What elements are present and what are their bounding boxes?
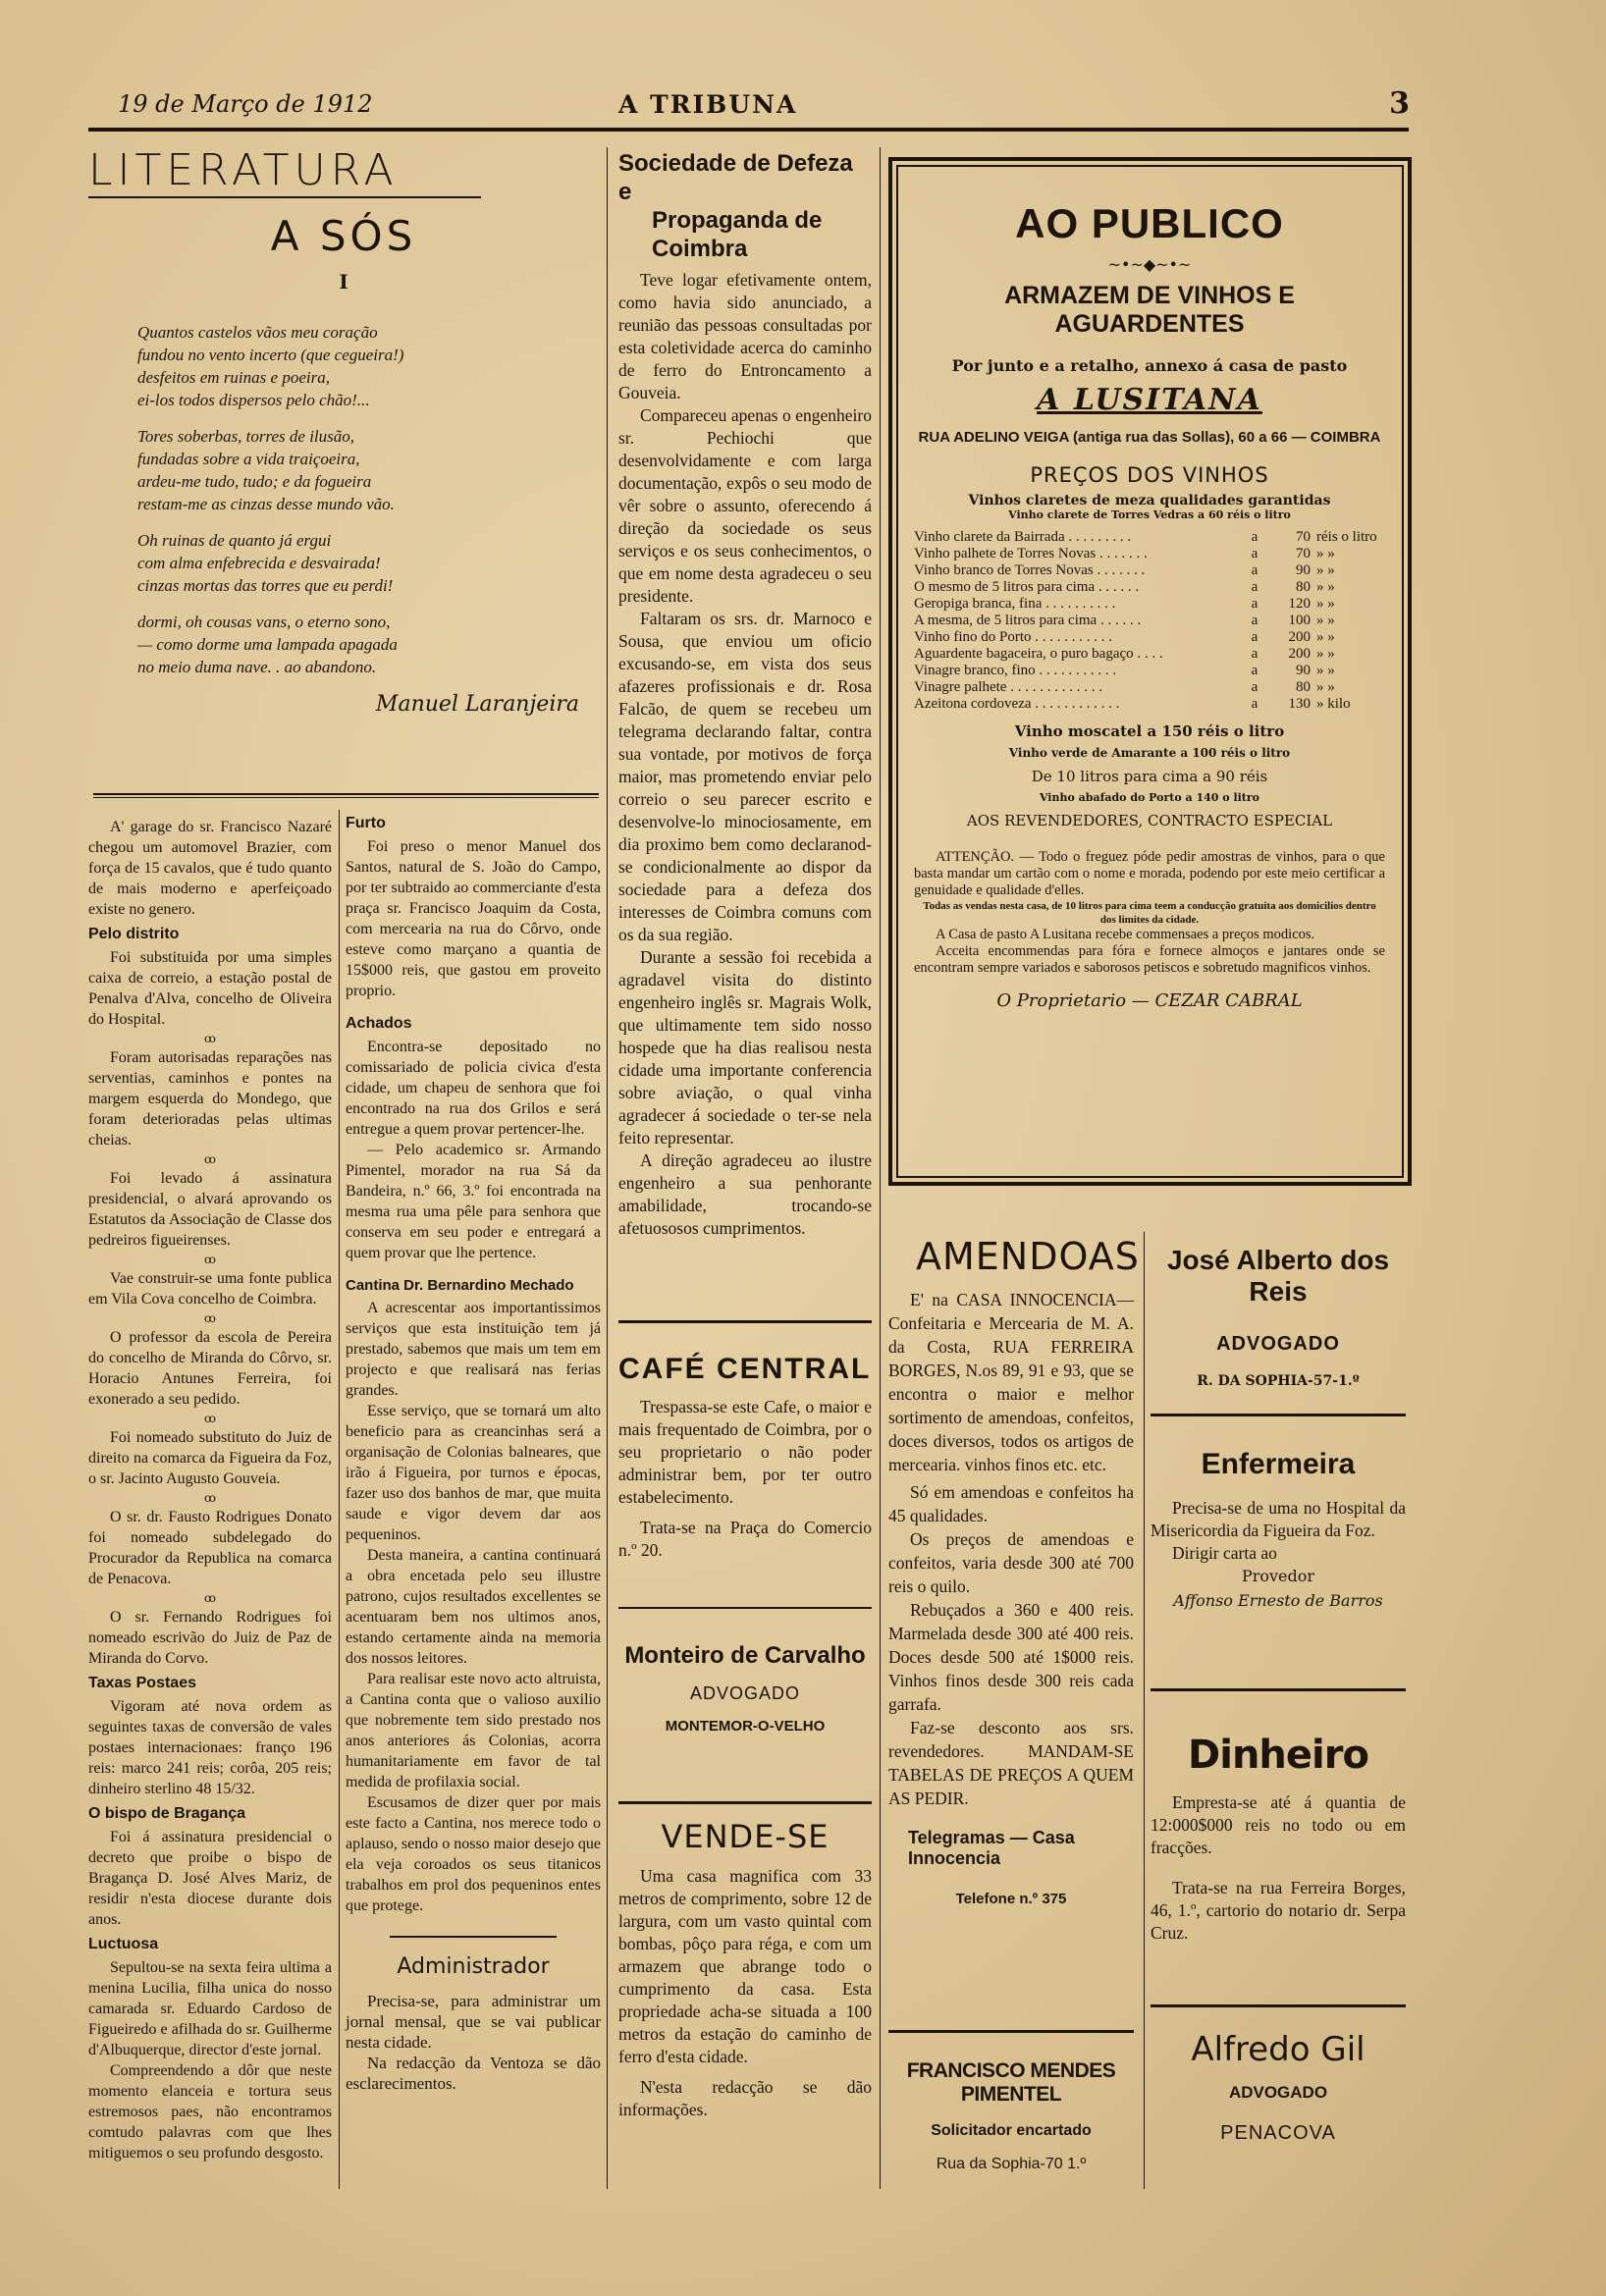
price-item: Aguardente bagaceira, o puro bagaço . . . .: [914, 646, 1163, 662]
ad-phone: Telefone n.º 375: [955, 1891, 1067, 1907]
verse-line: — como dorme uma lampada apagada: [137, 635, 398, 654]
price-unit: » »: [1316, 613, 1335, 628]
ornament: ꝏ: [204, 1591, 216, 1605]
price-row: [914, 579, 1385, 596]
ad-line: Por junto e a retalho, annexo á casa de pasto: [951, 356, 1348, 375]
gil-ad: [1151, 2030, 1406, 2145]
price-at: a: [1251, 696, 1258, 712]
price-row: [914, 646, 1385, 663]
ornament: ꝏ: [204, 1412, 216, 1425]
price-item: Vinagre palhete . . . . . . . . . . . . .: [914, 679, 1102, 695]
article-paragraph: O professor da escola de Pereira do concelho de Miranda do Côrvo, sr. Horacio Antunes Ferreira, foi exonerado a seu pedido.: [88, 1329, 332, 1408]
price-unit: » »: [1316, 679, 1335, 695]
article-paragraph: O sr. dr. Fausto Rodrigues Donato foi nomeado subdelegado do Procurador da Republica na comarca de Penacova.: [88, 1509, 332, 1587]
header-rule: [88, 128, 1409, 132]
issue-date: 19 de Março de 1912: [118, 90, 373, 118]
ad-line: Provedor: [1241, 1567, 1315, 1585]
price-row: [914, 679, 1385, 696]
price-row: [914, 663, 1385, 679]
article-heading: Pelo distrito: [88, 926, 180, 942]
price-unit: » »: [1316, 579, 1335, 595]
article-paragraph: Durante a sessão foi recebida a agradavel visita do distinto engenheiro inglês sr. Magrais Wolk, que ultimamente tem sido nosso hospede que ha dias realisou nesta cidade uma importante conferencia sobre aviação, o qual vinha agradecer á sociedade o ter-se nela feito representar.: [618, 947, 872, 1148]
verse-line: Tores soberbas, torres de ilusão,: [137, 427, 355, 446]
section-rule: [888, 2030, 1134, 2033]
ad-paragraph: Dirigir carta ao: [1172, 1543, 1277, 1563]
price-row: [914, 562, 1385, 579]
article-paragraph: Foi á assinatura presidencial o decreto que proibe o bispo de Bragança D. José Alves Mariz, de residir n'esta diocese durante dois anos.: [88, 1829, 332, 1928]
article-paragraph: Precisa-se, para administrar um jornal mensal, que se vai publicar nesta cidade.: [346, 1992, 601, 2052]
section-rule: [93, 793, 599, 795]
ad-line: AOS REVENDEDORES, CONTRACTO ESPECIAL: [966, 812, 1333, 829]
article-paragraph: Desta maneira, a cantina continuará a obra encetada pelo seu illustre patrono, cujos resultados excellentes se acentuaram bem nos ultimos anos, estando certamente ainda na memoria dos nossos leitores.: [346, 1547, 601, 1667]
ad-line: De 10 litros para cima a 90 réis: [1031, 768, 1268, 785]
ornament: ꝏ: [204, 1311, 216, 1325]
price-unit: » kilo: [1316, 696, 1351, 712]
poem-body: [137, 321, 599, 678]
ad-paragraph: Uma casa magnifica com 33 metros de comprimento, sobre 12 de largura, com um vasto quintal com bombas, pôço para réga, e com um armazem que abrange todo o cumprimento da casa. Esta propriedade acha-se situada a 100 metros da estação do caminho de ferro d'esta cidade.: [618, 1866, 872, 2066]
heading-line: Sociedade de Defeza e: [618, 150, 853, 205]
column-rule: [1144, 1232, 1145, 2189]
price-unit: » »: [1316, 629, 1335, 645]
price-row: [914, 629, 1385, 646]
ornament: ꝏ: [204, 1032, 216, 1045]
article-heading: Cantina Dr. Bernardino Mechado: [346, 1277, 574, 1294]
price-at: a: [1251, 546, 1258, 561]
ad-address: R. DA SOPHIA-57-1.º: [1197, 1373, 1360, 1389]
verse-line: desfeitos em ruinas e poeira,: [137, 368, 330, 387]
ad-heading: Enfermeira: [1201, 1448, 1356, 1480]
divider-ornament: [346, 1926, 601, 1945]
article-heading: Luctuosa: [88, 1936, 159, 1952]
article-paragraph: A direção agradeceu ao ilustre engenheiro a sua penhorante amabilidade, trocando-se afetuososos cumprimentos.: [618, 1150, 872, 1238]
verse-line: cinzas mortas das torres que eu perdi!: [137, 576, 394, 595]
poem-author: Manuel Laranjeira: [375, 692, 579, 717]
ad-paragraph: Os preços de amendoas e confeitos, varia desde 300 até 700 reis o quilo.: [888, 1529, 1134, 1596]
section-rule: [618, 1607, 872, 1609]
price-value: 200: [1288, 629, 1311, 645]
ad-paragraph: Empresta-se até á quantia de 12:000$000 reis no todo ou em fracções.: [1151, 1792, 1406, 1857]
price-at: a: [1251, 629, 1258, 645]
dinheiro-ad: [1151, 1733, 1406, 1945]
article-paragraph: Compareceu apenas o engenheiro sr. Pechiochi que desenvolvidamente e com larga documentação, expôs o seu modo de vêr sobre o assunto, oferecendo á direção da sociedade os seus serviços e os seus conhecimentos, o que em nome desta agradeceu o seu presidente.: [618, 405, 872, 606]
article-paragraph: Escusamos de dizer quer por mais este facto a Cantina, nos merece todo o aplauso, sendo o nosso maior desejo que ela veja coroados os seus titanicos trabalhos em prol dos pequeninos entes que protege.: [346, 1794, 601, 1914]
price-value: 70: [1296, 529, 1311, 545]
price-row: [914, 696, 1385, 713]
ad-line: Vinho verde de Amarante a 100 réis o litro: [1008, 746, 1291, 760]
section-rule: [1151, 1688, 1406, 1691]
ad-address: Rua da Sophia-70 1.º: [936, 2156, 1087, 2172]
ad-paragraph: Faz-se desconto aos srs. revendedores. MANDAM-SE TABELAS DE PREÇOS A QUEM AS PEDIR.: [888, 1718, 1134, 1808]
column-2: [346, 815, 601, 2094]
price-value: 130: [1288, 696, 1311, 712]
article-heading: Achados: [346, 1015, 412, 1032]
ad-paragraph: Precisa-se de uma no Hospital da Misericordia da Figueira da Foz.: [1151, 1498, 1406, 1540]
pimentel-ad: [888, 2059, 1134, 2173]
price-unit: » »: [1316, 646, 1335, 662]
price-item: Geropiga branca, fina . . . . . . . . . .: [914, 596, 1116, 612]
price-value: 90: [1296, 562, 1311, 578]
ad-owner: O Proprietario — CEZAR CABRAL: [996, 990, 1303, 1011]
ad-place: MONTEMOR-O-VELHO: [665, 1718, 826, 1735]
article-paragraph: — Pelo academico sr. Armando Pimentel, morador na rua Sá da Bandeira, n.º 66, 3.º foi encontrada na mesma rua uma pêle para senhora que conserva em seu poder e entregará a quem provar que lhe pertence.: [346, 1142, 601, 1261]
verse-line: ardeu-me tudo, tudo; e da fogueira: [137, 472, 372, 491]
ad-paragraph: ATTENÇÃO. — Todo o freguez póde pedir amostras de vinhos, para o que basta mandar um cartão com o nome e morada, podendo por este meio certificar a genuidade e qualidade d'elles.: [914, 849, 1385, 898]
article-paragraph: Faltaram os srs. dr. Marnoco e Sousa, que enviou um oficio excusando-se, em vista dos seus afazeres profissionais e dr. Rosa Falcão, de quem se recebeu um telegrama declarando faltar, contra sua vontade, por motivos de força maior, mas prometendo enviar pelo correio o seu parecer escrito e desenvolve-lo minociosamente, em dia proximo bem como declaranod-se condicionalmente ao dispor da sociedade para a defeza dos interesses de Coimbra comuns com os da sua região.: [618, 609, 872, 944]
prices-title: PREÇOS DOS VINHOS: [1030, 463, 1269, 487]
ad-paragraph: N'esta redacção se dão informações.: [618, 2077, 872, 2119]
article-heading: O bispo de Bragança: [88, 1805, 246, 1822]
stanza: [137, 425, 599, 515]
ad-paragraph: Todas as vendas nesta casa, de 10 litros para cima teem a conducção gratuita aos domicilios dentro dos limites da cidade.: [923, 900, 1376, 926]
ad-content: [914, 200, 1385, 1011]
price-at: a: [1251, 646, 1258, 662]
article-paragraph: Na redacção da Ventoza se dão esclarecimentos.: [346, 2054, 601, 2093]
price-value: 200: [1288, 646, 1311, 662]
ornament: ꝏ: [204, 1253, 216, 1266]
poem-part: I: [339, 270, 348, 294]
article-paragraph: A acrescentar aos importantissimos serviços que esta instituição tem já prestado, sabemos que mais um tem em projecto e que realisará nas ferias grandes.: [346, 1300, 601, 1399]
verse-line: Quantos castelos vãos meu coração: [137, 323, 378, 342]
article-heading: Taxas Postaes: [88, 1675, 196, 1691]
ad-paragraph: Trata-se na Praça do Comercio n.º 20.: [618, 1518, 872, 1560]
ornament: ꝏ: [204, 1491, 216, 1505]
price-at: a: [1251, 613, 1258, 628]
poem-title: A SÓS: [270, 212, 417, 260]
ad-role: ADVOGADO: [1228, 2083, 1328, 2102]
ao-publico-ad: [888, 157, 1412, 1186]
column-rule: [607, 147, 608, 2189]
ad-role: Solicitador encartado: [931, 2122, 1092, 2139]
ad-heading: Alfredo Gil: [1191, 2030, 1365, 2069]
price-item: Vinho branco de Torres Novas . . . . . . .: [914, 562, 1146, 578]
stanza: [137, 529, 599, 597]
article-paragraph: Teve logar efetivamente ontem, como havia sido anunciado, a reunião das pessoas consultadas por esta coletividade acerca do caminho de ferro do Entroncamento a Gouveia.: [618, 270, 872, 402]
reis-ad: [1151, 1245, 1406, 1389]
price-unit: réis o litro: [1316, 529, 1377, 545]
ad-line: Vinho abafado do Porto a 140 o litro: [1039, 791, 1260, 804]
article-paragraph: Foi levado á assinatura presidencial, o alvará aprovando os Estatutos da Associação de Classe dos pedreiros figueirenses.: [88, 1170, 332, 1249]
verse-line: dormi, oh cousas vans, o eterno sono,: [137, 613, 391, 631]
ad-address: RUA ADELINO VEIGA (antiga rua das Sollas), 60 a 66 — COIMBRA: [918, 429, 1381, 446]
article-heading: Furto: [346, 815, 386, 831]
ad-role: ADVOGADO: [689, 1683, 801, 1703]
ad-heading: FRANCISCO MENDES PIMENTEL: [906, 2059, 1116, 2106]
article-paragraph: Encontra-se depositado no comissariado de policia civica d'esta cidade, um chapeu de senhora que foi encontrado na rua dos Grilos e será entregue a quem provar pertencer-lhe.: [346, 1039, 601, 1138]
ad-paragraph: Acceita encommendas para fóra e fornece almoços e jantares onde se encontram sempre variados e saborosos petiscos e sobretudo magnificos vinhos.: [914, 943, 1385, 976]
article-paragraph: Compreendendo a dôr que neste momento elanceia e tortura seus estremosos paes, não encontramos comtudo palavras com que lhes mitiguemos o seu profundo desgosto.: [88, 2062, 332, 2162]
ad-subheading: ARMAZEM DE VINHOS E AGUARDENTES: [1004, 282, 1295, 338]
price-at: a: [1251, 562, 1258, 578]
stanza: [137, 611, 599, 678]
ad-paragraph: Rebuçados a 360 e 400 reis. Marmelada desde 300 até 400 reis. Doces desde 500 até 1$000 reis. Vinhos finos desde 300 reis cada garrafa.: [888, 1600, 1134, 1714]
heading-underline: [88, 196, 481, 198]
section-rule: [618, 1320, 872, 1323]
price-item: Vinagre branco, fino . . . . . . . . . . .: [914, 663, 1117, 678]
section-rule: [93, 797, 599, 798]
ad-role: ADVOGADO: [1216, 1333, 1340, 1355]
article-paragraph: Foi preso o menor Manuel dos Santos, natural de S. João do Campo, por ter subtraido ao commerciante d'esta praça sr. Francisco Joaquim da Costa, com mercearia na rua do Côrvo, onde esteve como marçano a quantia de 15$000 reis, que gastou em proveito proprio.: [346, 838, 601, 999]
column-3: [618, 149, 872, 1240]
article-paragraph: Foram autorisadas reparações nas serventias, caminhos e pontes na margem esquerda do Mondego, que foram deterioradas pelas ultimas cheias.: [88, 1049, 332, 1148]
price-unit: » »: [1316, 596, 1335, 612]
ad-telegrams: Telegramas — Casa Innocencia: [908, 1828, 1075, 1868]
price-unit: » »: [1316, 562, 1335, 578]
verse-line: restam-me as cinzas desse mundo vão.: [137, 495, 395, 513]
enfermeira-ad: [1151, 1448, 1406, 1610]
price-value: 80: [1296, 679, 1311, 695]
verse-line: com alma enfebrecida e desvairada!: [137, 554, 381, 572]
article-paragraph: Vigoram até nova ordem as seguintes taxas de conversão de vales postaes internacionaes: franço 196 reis: marco 241 reis; corôa, 205 reis; dinheiro sterlino 48 15/32.: [88, 1698, 332, 1797]
price-at: a: [1251, 679, 1258, 695]
article-paragraph: Sepultou-se na sexta feira ultima a menina Lucilia, filha unica do nosso camarada sr. Eduardo Cardoso de Figueiredo e afilhada do sr. Guilherme d'Albuquerque, director d'este jornal.: [88, 1959, 332, 2058]
price-value: 70: [1296, 546, 1311, 561]
price-row: [914, 529, 1385, 546]
ad-name: A LUSITANA: [1037, 383, 1262, 417]
ad-heading: Dinheiro: [1188, 1733, 1368, 1778]
ornament: ꝏ: [204, 1152, 216, 1166]
column-rule: [339, 810, 340, 2189]
section-rule: [618, 1801, 872, 1804]
price-item: Vinho fino do Porto . . . . . . . . . . .: [914, 629, 1113, 645]
cafe-ad: [618, 1353, 872, 1562]
price-item: Azeitona cordoveza . . . . . . . . . . . .: [914, 696, 1120, 712]
price-table: [914, 529, 1385, 713]
ad-paragraph: Trata-se na rua Ferreira Borges, 46, 1.º, cartorio do notario dr. Serpa Cruz.: [1151, 1878, 1406, 1943]
section-rule: [1151, 2004, 1406, 2007]
price-row: [914, 546, 1385, 562]
verse-line: Oh ruinas de quanto já ergui: [137, 531, 332, 550]
price-at: a: [1251, 663, 1258, 678]
ad-heading: José Alberto dos Reis: [1166, 1245, 1390, 1307]
monteiro-ad: [618, 1642, 872, 1735]
ad-heading: AMENDOAS: [916, 1235, 1140, 1278]
section-rule: [1151, 1414, 1406, 1416]
article-paragraph: Para realisar este novo acto altruista, a Cantina conta que o valioso auxilio que nobremente tem sido prestado nos anos anteriores ás Colonias, acorra humanitariamente em favor de tal medida de profilaxia social.: [346, 1671, 601, 1790]
price-value: 90: [1296, 663, 1311, 678]
ad-paragraph: Trespassa-se este Cafe, o maior e mais frequentado de Coimbra, por o seu proprietario o não poder administrar bem, por ter outro estabelecimento.: [618, 1397, 872, 1507]
price-value: 80: [1296, 579, 1311, 595]
page-number: 3: [1389, 86, 1410, 121]
page-header: [118, 86, 1410, 124]
stanza: [137, 321, 599, 411]
verse-line: ei-los todos dispersos pelo chão!...: [137, 391, 370, 409]
price-row: [914, 613, 1385, 629]
price-value: 120: [1288, 596, 1311, 612]
price-at: a: [1251, 529, 1258, 545]
price-value: 100: [1288, 613, 1311, 628]
ad-place: PENACOVA: [1220, 2122, 1336, 2144]
column-rule: [880, 147, 881, 2189]
amendoas-ad: [888, 1235, 1140, 1907]
heading-line: Propaganda de Coimbra: [652, 207, 823, 262]
ad-paragraph: E' na CASA INNOCENCIA—Confeitaria e Mercearia de M. A. da Costa, RUA FERREIRA BORGES, N.os 89, 91 e 93, que se encontra o maior e melhor sortimento de amendoas, confeitos, doces diversos, todos os artigos de mercearia. vinhos finos etc. etc.: [888, 1290, 1134, 1474]
prices-line: Vinho clarete de Torres Vedras a 60 réis o litro: [1008, 508, 1291, 521]
article-paragraph: Esse serviço, que se tornará um alto beneficio para as creancinhas será a organisação de Colonias balneares, que irão á Figueira, por turnos e épocas, fazer uso dos banhos de mar, que muita saude e vigor devem dar aos pequeninos.: [346, 1403, 601, 1543]
vende-ad: [618, 1818, 872, 2121]
verse-line: no meio duma nave. . ao abandono.: [137, 658, 377, 676]
ad-line: Vinho moscatel a 150 réis o litro: [1014, 722, 1285, 740]
price-item: A mesma, de 5 litros para cima . . . . . .: [914, 613, 1142, 628]
article-paragraph: Foi substituida por uma simples caixa de correio, a estação postal de Penalva d'Alva, concelho de Oliveira do Hospital.: [88, 949, 332, 1028]
price-unit: » »: [1316, 546, 1335, 561]
article-heading: Administrador: [397, 1954, 550, 1979]
article-heading: [618, 149, 872, 263]
article-paragraph: Foi nomeado substituto do Juiz de direito na comarca da Figueira da Foz, o sr. Jacinto Augusto Gouveia.: [88, 1429, 332, 1487]
column-1: [88, 817, 332, 2163]
price-row: [914, 596, 1385, 613]
article-paragraph: O sr. Fernando Rodrigues foi nomeado escrivão do Juiz de Paz de Miranda do Corvo.: [88, 1609, 332, 1667]
ad-paragraph: Só em amendoas e confeitos ha 45 qualidades.: [888, 1482, 1134, 1525]
ad-line: Affonso Ernesto de Barros: [1173, 1591, 1383, 1610]
verse-line: fundou no vento incerto (que cegueira!): [137, 346, 404, 364]
price-at: a: [1251, 579, 1258, 595]
divider-ornament: ~•~◆~•~: [1107, 255, 1192, 274]
masthead: A TRIBUNA: [618, 90, 798, 119]
price-item: Vinho palhete de Torres Novas . . . . . . .: [914, 546, 1148, 561]
article-paragraph: A' garage do sr. Francisco Nazaré chegou um automovel Brazier, com força de 15 cavalos, que é tudo quanto de mais moderno e aperfeiçoado existe no genero.: [88, 819, 332, 918]
ad-heading: AO PUBLICO: [1015, 200, 1284, 246]
section-heading: LITERATURA: [88, 145, 399, 195]
price-item: O mesmo de 5 litros para cima . . . . . .: [914, 579, 1140, 595]
ad-heading: Monteiro de Carvalho: [624, 1642, 866, 1669]
price-at: a: [1251, 596, 1258, 612]
price-unit: » »: [1316, 663, 1335, 678]
verse-line: fundadas sobre a vida traiçoeira,: [137, 450, 360, 468]
ad-paragraph: A Casa de pasto A Lusitana recebe commensaes a preços modicos.: [936, 927, 1315, 942]
ad-heading: CAFÉ CENTRAL: [618, 1353, 872, 1385]
price-item: Vinho clarete da Bairrada . . . . . . . . .: [914, 529, 1132, 545]
article-paragraph: Vae construir-se uma fonte publica em Vila Cova concelho de Coimbra.: [88, 1270, 332, 1308]
literatura-section: [88, 147, 599, 717]
ad-heading: VENDE-SE: [661, 1818, 830, 1855]
prices-line: Vinhos claretes de meza qualidades garantidas: [968, 493, 1331, 508]
